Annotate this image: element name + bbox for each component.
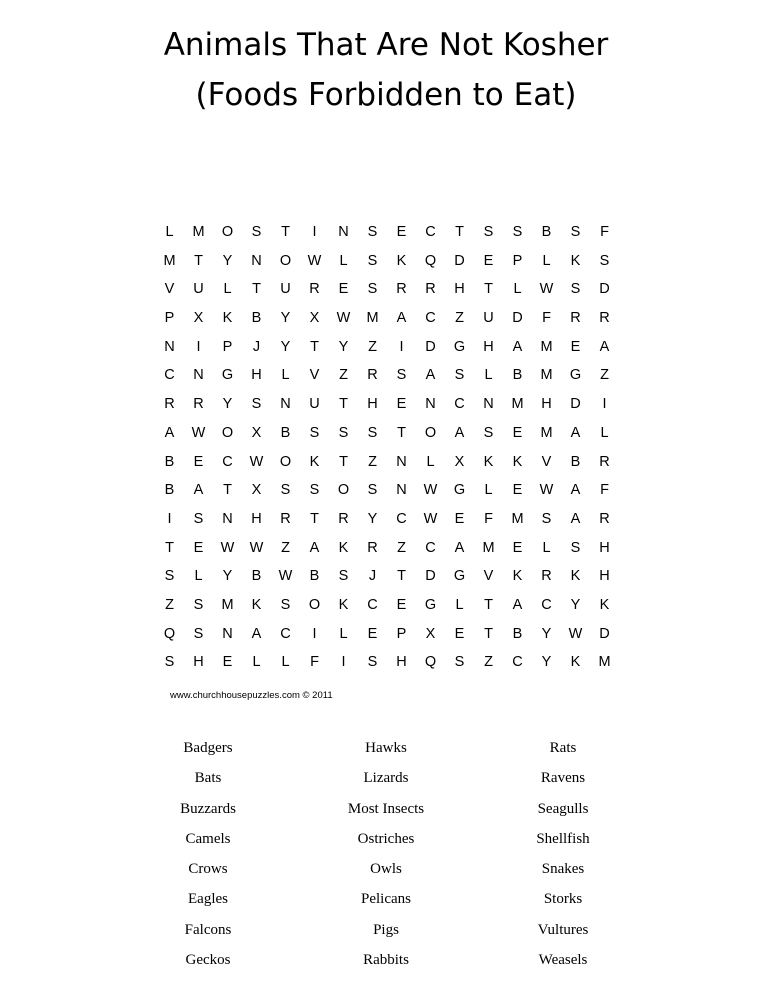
grid-letter: N <box>338 224 349 240</box>
grid-letter: H <box>251 510 262 527</box>
grid-letter: A <box>570 424 581 441</box>
grid-letter: S <box>512 224 523 240</box>
grid-letter: W <box>423 482 438 499</box>
grid-letter: R <box>599 453 610 470</box>
grid-letter: V <box>541 453 552 470</box>
grid-letter: S <box>164 568 175 585</box>
grid-letter: Y <box>338 338 349 355</box>
grid-letter: I <box>167 510 172 527</box>
grid-letter: N <box>222 510 233 527</box>
word-list-item: Snakes <box>541 861 585 878</box>
grid-letter: M <box>540 424 553 441</box>
word-list-item: Bats <box>194 770 222 787</box>
grid-letter: W <box>423 510 438 527</box>
word-list-item: Rats <box>549 740 577 756</box>
grid-letter: T <box>310 338 319 355</box>
grid-letter: R <box>338 510 349 527</box>
grid-letter: T <box>165 539 174 556</box>
word-list-item: Crows <box>188 861 228 878</box>
grid-letter: K <box>570 568 581 585</box>
grid-letter: S <box>454 654 465 671</box>
grid-letter: K <box>483 453 494 470</box>
word-list-item: Shellfish <box>536 830 590 847</box>
grid-letter: Q <box>424 252 437 269</box>
grid-letter: Z <box>165 596 174 613</box>
grid-letter: C <box>396 510 407 527</box>
grid-letter: K <box>599 596 610 613</box>
grid-letter: X <box>425 625 436 642</box>
grid-letter: O <box>279 453 292 470</box>
grid-letter: H <box>367 396 378 413</box>
grid-letter: S <box>309 482 320 499</box>
grid-letter: L <box>252 654 261 671</box>
word-list-item: Most Insects <box>347 800 425 817</box>
grid-letter: A <box>512 338 523 355</box>
grid-letter: G <box>424 596 437 613</box>
grid-letter: Y <box>222 396 233 413</box>
grid-letter: H <box>599 539 610 556</box>
grid-letter: I <box>341 654 346 671</box>
grid-letter: I <box>602 396 607 413</box>
grid-letter: L <box>455 596 464 613</box>
grid-letter: L <box>600 424 609 441</box>
grid-letter: L <box>281 367 290 384</box>
grid-letter: B <box>570 453 581 470</box>
grid-letter: Z <box>455 310 464 327</box>
grid-letter: F <box>484 510 493 527</box>
grid-letter: X <box>193 310 204 327</box>
grid-letter: T <box>339 453 348 470</box>
grid-letter: J <box>252 338 261 355</box>
grid-letter: T <box>455 224 464 240</box>
word-list-item: Owls <box>370 861 402 878</box>
page-title: Animals That Are Not Kosher <box>163 27 609 63</box>
word-list-item: Lizards <box>363 770 409 787</box>
grid-letter: S <box>280 482 291 499</box>
word-list-item: Pelicans <box>361 891 411 908</box>
grid-letter: C <box>512 654 523 671</box>
grid-letter: R <box>367 539 378 556</box>
grid-letter: S <box>193 510 204 527</box>
grid-letter: S <box>251 396 262 413</box>
grid-letter: C <box>222 453 233 470</box>
grid-letter: I <box>196 338 201 355</box>
grid-letter: C <box>164 367 175 384</box>
grid-letter: A <box>512 596 523 613</box>
grid-letter: L <box>339 625 348 642</box>
grid-letter: C <box>425 539 436 556</box>
grid-letter: L <box>513 281 522 298</box>
grid-letter: K <box>512 568 523 585</box>
grid-letter: F <box>310 654 319 671</box>
grid-letter: W <box>278 568 293 585</box>
grid-letter: E <box>512 424 523 441</box>
grid-letter: S <box>193 625 204 642</box>
grid-letter: S <box>338 424 349 441</box>
grid-letter: C <box>541 596 552 613</box>
grid-letter: H <box>483 338 494 355</box>
grid-letter: R <box>280 510 291 527</box>
grid-letter: A <box>599 338 610 355</box>
grid-letter: E <box>454 625 465 642</box>
grid-letter: G <box>453 338 466 355</box>
grid-letter: Y <box>280 310 291 327</box>
grid-letter: P <box>396 625 407 642</box>
grid-letter: G <box>569 367 582 384</box>
grid-letter: K <box>309 453 320 470</box>
grid-letter: A <box>164 424 175 441</box>
grid-letter: E <box>570 338 581 355</box>
grid-letter: L <box>339 252 348 269</box>
word-search-grid <box>155 218 619 677</box>
grid-letter: L <box>484 482 493 499</box>
grid-letter: I <box>399 338 404 355</box>
grid-letter: P <box>512 252 523 269</box>
grid-letter: B <box>251 310 262 327</box>
grid-letter: R <box>367 367 378 384</box>
grid-letter: F <box>542 310 551 327</box>
grid-letter: G <box>453 482 466 499</box>
grid-letter: T <box>252 281 261 298</box>
grid-letter: A <box>193 482 204 499</box>
grid-letter: S <box>251 224 262 240</box>
word-list-item: Weasels <box>538 952 588 969</box>
grid-letter: L <box>194 568 203 585</box>
word-list-item: Buzzards <box>180 800 236 817</box>
grid-letter: P <box>164 310 175 327</box>
grid-letter: S <box>541 510 552 527</box>
grid-letter: M <box>163 252 176 269</box>
word-list-column-3 <box>463 733 663 975</box>
grid-letter: S <box>367 252 378 269</box>
grid-letter: L <box>223 281 232 298</box>
grid-letter: W <box>336 310 351 327</box>
grid-letter: K <box>570 654 581 671</box>
grid-letter: S <box>164 654 175 671</box>
grid-letter: S <box>570 539 581 556</box>
grid-letter: S <box>367 424 378 441</box>
grid-letter: S <box>570 224 581 240</box>
word-list-item: Ravens <box>540 770 586 787</box>
grid-letter: V <box>483 568 494 585</box>
grid-letter: T <box>194 252 203 269</box>
grid-letter: S <box>367 654 378 671</box>
grid-letter: I <box>312 224 317 240</box>
grid-letter: D <box>512 310 523 327</box>
grid-letter: Z <box>339 367 348 384</box>
grid-letter: C <box>425 310 436 327</box>
grid-letter: V <box>164 281 175 298</box>
grid-letter: R <box>599 310 610 327</box>
grid-letter: P <box>222 338 233 355</box>
grid-letter: L <box>484 367 493 384</box>
grid-letter: Y <box>222 568 233 585</box>
grid-letter: D <box>425 338 436 355</box>
grid-letter: S <box>280 596 291 613</box>
grid-letter: R <box>541 568 552 585</box>
grid-letter: Y <box>541 625 552 642</box>
word-list-item: Falcons <box>184 921 232 938</box>
grid-letter: K <box>251 596 262 613</box>
word-list-item: Ostriches <box>357 830 415 847</box>
grid-letter: R <box>570 310 581 327</box>
page-subtitle: (Foods Forbidden to Eat) <box>195 77 577 113</box>
grid-letter: N <box>222 625 233 642</box>
grid-letter: N <box>396 482 407 499</box>
grid-letter: T <box>223 482 232 499</box>
grid-letter: X <box>251 424 262 441</box>
grid-letter: L <box>542 252 551 269</box>
grid-letter: R <box>309 281 320 298</box>
grid-letter: K <box>222 310 233 327</box>
grid-letter: Y <box>541 654 552 671</box>
grid-letter: K <box>338 596 349 613</box>
grid-letter: S <box>193 596 204 613</box>
grid-letter: F <box>600 224 609 240</box>
grid-letter: T <box>484 625 493 642</box>
grid-letter: N <box>280 396 291 413</box>
word-list-item: Rabbits <box>363 952 409 969</box>
grid-letter: R <box>164 396 175 413</box>
grid-letter: O <box>221 224 234 240</box>
grid-letter: B <box>512 367 523 384</box>
word-list-column-1 <box>108 733 308 975</box>
grid-letter: A <box>251 625 262 642</box>
grid-letter: S <box>309 424 320 441</box>
grid-letter: E <box>222 654 233 671</box>
grid-letter: E <box>396 224 407 240</box>
grid-letter: Z <box>484 654 493 671</box>
grid-letter: S <box>570 281 581 298</box>
grid-letter: X <box>454 453 465 470</box>
grid-letter: M <box>511 396 524 413</box>
grid-letter: A <box>309 539 320 556</box>
grid-letter: O <box>308 596 321 613</box>
grid-letter: L <box>542 539 551 556</box>
grid-letter: S <box>483 224 494 240</box>
grid-letter: T <box>310 510 319 527</box>
word-list-item: Hawks <box>365 740 407 756</box>
grid-letter: E <box>396 396 407 413</box>
grid-letter: U <box>280 281 291 298</box>
grid-letter: N <box>164 338 175 355</box>
grid-letter: J <box>368 568 377 585</box>
word-list-item: Pigs <box>373 921 399 938</box>
grid-letter: T <box>397 424 406 441</box>
grid-letter: N <box>483 396 494 413</box>
grid-letter: M <box>366 310 379 327</box>
grid-letter: U <box>309 396 320 413</box>
grid-letter: K <box>570 252 581 269</box>
grid-letter: M <box>511 510 524 527</box>
grid-letter: O <box>279 252 292 269</box>
word-list-item: Eagles <box>188 891 228 908</box>
grid-letter: N <box>396 453 407 470</box>
grid-letter: G <box>221 367 234 384</box>
grid-letter: Q <box>424 654 437 671</box>
grid-letter: T <box>339 396 348 413</box>
grid-letter: N <box>425 396 436 413</box>
grid-letter: Y <box>222 252 233 269</box>
grid-letter: O <box>221 424 234 441</box>
grid-letter: T <box>281 224 290 240</box>
grid-letter: W <box>307 252 322 269</box>
grid-letter: B <box>512 625 523 642</box>
grid-letter: B <box>541 224 552 240</box>
grid-letter: E <box>193 539 204 556</box>
grid-letter: G <box>453 568 466 585</box>
word-list-item: Geckos <box>185 952 231 969</box>
grid-letter: S <box>367 281 378 298</box>
grid-letter: H <box>541 396 552 413</box>
grid-letter: U <box>193 281 204 298</box>
grid-letter: H <box>396 654 407 671</box>
word-list-item: Seagulls <box>537 800 589 817</box>
grid-letter: L <box>281 654 290 671</box>
grid-letter: S <box>454 367 465 384</box>
grid-letter: E <box>396 596 407 613</box>
grid-letter: L <box>426 453 435 470</box>
grid-letter: W <box>191 424 206 441</box>
word-list-item: Badgers <box>183 740 233 756</box>
grid-letter: O <box>424 424 437 441</box>
grid-letter: W <box>220 539 235 556</box>
grid-letter: Z <box>397 539 406 556</box>
grid-letter: S <box>338 568 349 585</box>
grid-letter: C <box>367 596 378 613</box>
grid-letter: W <box>249 453 264 470</box>
grid-letter: C <box>280 625 291 642</box>
grid-letter: D <box>599 281 610 298</box>
grid-letter: M <box>221 596 234 613</box>
grid-letter: L <box>165 224 174 240</box>
grid-letter: S <box>599 252 610 269</box>
grid-letter: E <box>512 539 523 556</box>
grid-letter: H <box>454 281 465 298</box>
grid-letter: M <box>482 539 495 556</box>
grid-letter: M <box>598 654 611 671</box>
grid-letter: U <box>483 310 494 327</box>
word-list-item: Storks <box>543 891 583 908</box>
grid-letter: B <box>280 424 291 441</box>
grid-letter: F <box>600 482 609 499</box>
grid-letter: R <box>396 281 407 298</box>
grid-letter: H <box>193 654 204 671</box>
grid-letter: M <box>540 338 553 355</box>
grid-letter: C <box>425 224 436 240</box>
grid-letter: E <box>367 625 378 642</box>
grid-letter: R <box>425 281 436 298</box>
grid-letter: E <box>512 482 523 499</box>
grid-letter: S <box>367 482 378 499</box>
grid-letter: Z <box>600 367 609 384</box>
grid-letter: O <box>337 482 350 499</box>
grid-letter: H <box>251 367 262 384</box>
grid-letter: C <box>454 396 465 413</box>
grid-letter: T <box>484 281 493 298</box>
grid-letter: W <box>539 482 554 499</box>
credit-text: www.churchhousepuzzles.com © 2011 <box>170 690 333 701</box>
grid-letter: W <box>249 539 264 556</box>
grid-letter: A <box>425 367 436 384</box>
grid-letter: S <box>483 424 494 441</box>
grid-letter: S <box>367 224 378 240</box>
grid-letter: A <box>570 510 581 527</box>
grid-letter: A <box>454 424 465 441</box>
grid-letter: Z <box>368 338 377 355</box>
grid-letter: W <box>539 281 554 298</box>
grid-letter: X <box>309 310 320 327</box>
grid-letter: Q <box>163 625 176 642</box>
grid-letter: B <box>251 568 262 585</box>
grid-letter: A <box>396 310 407 327</box>
word-list-column-2 <box>286 733 486 975</box>
word-list-item: Camels <box>185 830 231 847</box>
grid-letter: N <box>193 367 204 384</box>
grid-letter: M <box>540 367 553 384</box>
grid-letter: E <box>193 453 204 470</box>
grid-letter: A <box>454 539 465 556</box>
grid-letter: K <box>338 539 349 556</box>
grid-letter: Y <box>570 596 581 613</box>
grid-letter: R <box>599 510 610 527</box>
grid-letter: D <box>570 396 581 413</box>
grid-letter: E <box>338 281 349 298</box>
grid-letter: H <box>599 568 610 585</box>
grid-letter: X <box>251 482 262 499</box>
word-list-item: Vultures <box>537 921 589 938</box>
grid-letter: B <box>164 482 175 499</box>
grid-letter: V <box>309 367 320 384</box>
grid-letter: Y <box>280 338 291 355</box>
grid-letter: R <box>193 396 204 413</box>
grid-letter: D <box>599 625 610 642</box>
grid-letter: K <box>512 453 523 470</box>
grid-letter: D <box>454 252 465 269</box>
grid-letter: I <box>312 625 317 642</box>
grid-letter: A <box>570 482 581 499</box>
grid-letter: Z <box>368 453 377 470</box>
grid-letter: M <box>192 224 205 240</box>
grid-letter: W <box>568 625 583 642</box>
grid-letter: B <box>164 453 175 470</box>
grid-letter: K <box>396 252 407 269</box>
grid-letter: T <box>397 568 406 585</box>
grid-letter: B <box>309 568 320 585</box>
grid-letter: Z <box>281 539 290 556</box>
grid-letter: T <box>484 596 493 613</box>
grid-letter: E <box>483 252 494 269</box>
grid-letter: S <box>396 367 407 384</box>
grid-letter: N <box>251 252 262 269</box>
grid-letter: Y <box>367 510 378 527</box>
grid-letter: D <box>425 568 436 585</box>
grid-letter: E <box>454 510 465 527</box>
